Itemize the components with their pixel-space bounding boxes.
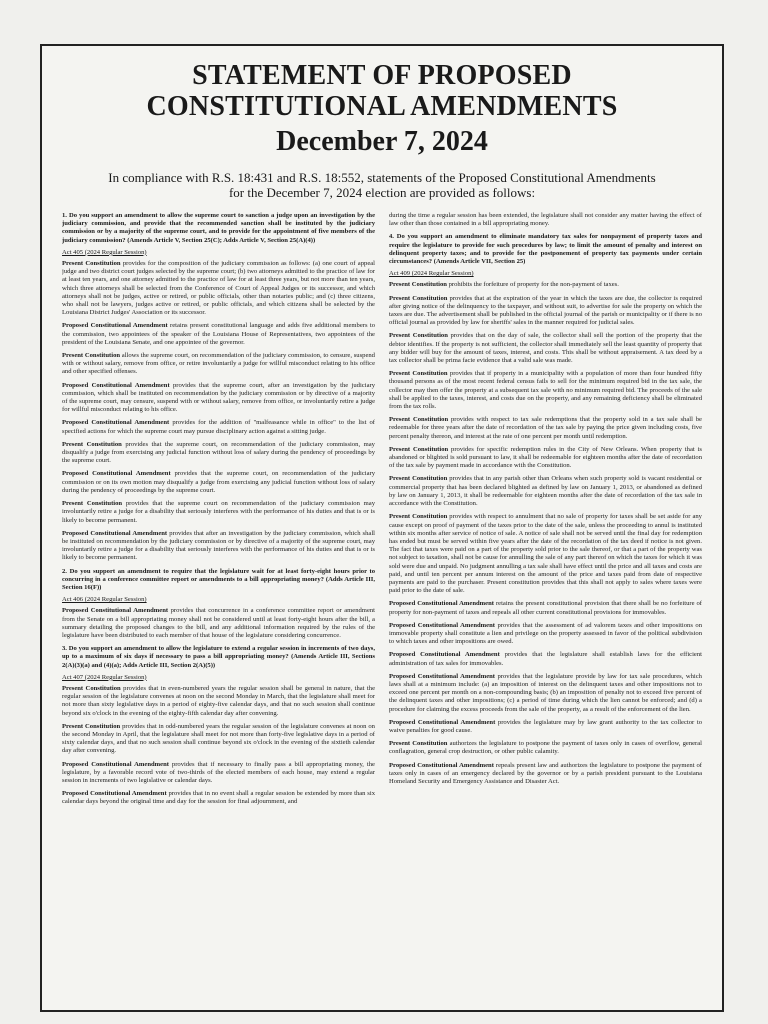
title-line-1: STATEMENT OF PROPOSED xyxy=(192,60,572,91)
paragraph-text: during the time a regular session has been extended, the legislature shall not consider any matter having the effect of law other than those contained in a bill appropriating money. xyxy=(389,212,702,228)
paragraph-label: Proposed Constitutional Amendment xyxy=(62,322,168,330)
act-reference: Act 409 (2024 Regular Session) xyxy=(389,270,474,278)
paragraph xyxy=(389,600,702,616)
paragraph-text: provides that in odd-numbered years the regular session of the legislature convenes at noon on the second Monday in April, that the legislature shall meet for not more than forty-five legislative days in a period of sixty calendar days, and that no such session shall continue beyond six o'clock in the evening of the sixtieth calendar day after convening. xyxy=(62,722,375,755)
paragraph-label: Present Constitution xyxy=(62,352,121,360)
paragraph xyxy=(62,419,375,435)
paragraph xyxy=(62,260,375,317)
paragraph-text: provides the legislature may by law grant authority to the tax collector to waive penalties for good cause. xyxy=(389,718,702,734)
paragraph xyxy=(62,352,375,377)
paragraph-label: Proposed Constitutional Amendment xyxy=(389,651,500,659)
paragraph xyxy=(62,723,375,756)
act-reference: Act 407 (2024 Regular Session) xyxy=(62,673,147,681)
election-date: December 7, 2024 xyxy=(276,126,488,157)
paragraph-text: provides that if property in a municipality with a population of more than four hundred fifty thousand persons as of the most recent federal census fails to sell for the minimum required bid in the tax sale, the collector may then offer the property at a subsequent tax sale with no minimum required bid. The proceeds of the sale shall be applied to the taxes, interest, and costs due on the property, and any remaining deficiency shall be eliminated from the tax rolls. xyxy=(389,370,702,411)
amendment-question: 4. Do you support an amendment to eliminate mandatory tax sales for nonpayment of property taxes and require the legislature to provide for such procedures by law; to limit the amount of penalty and interest on delinquent property taxes; and to provide for the postponement of property tax payments under certain circumstances? (Amends Article VII, Section 25) xyxy=(389,233,702,266)
paragraph-text: provides that the legislature shall establish laws for the efficient administration of tax sales for immovables. xyxy=(389,651,702,667)
title-line-2: CONSTITUTIONAL AMENDMENTS xyxy=(146,91,618,122)
paragraph xyxy=(62,685,375,718)
paragraph xyxy=(389,212,702,228)
paragraph-text: provides that at the expiration of the year in which the taxes are due, the collector is required after giving notice of the delinquency to the taxpayer, and without suit, to advertise for sale the property on which the taxes are due. The advertisement shall be published in the official journal of the parish or municipality or if there is no official journal as provided by law for sheriffs' sales in the manner required for judicial sales. xyxy=(389,294,702,327)
intro-text xyxy=(82,170,682,200)
paragraph-text: repeals present law and authorizes the legislature to postpone the payment of taxes only in cases of an emergency declared by the governor or by a parish president pursuant to the Louisiana Homeland Security and Emergency Assistance and Disaster Act. xyxy=(389,761,702,785)
paragraph-text: provides that the supreme court, after an investigation by the judiciary commission, which shall be instituted on recommendation by the judiciary commission or by directive of a majority of the supreme court, may censure, suspend with or without salary, remove from office, or involuntarily retire a judge for willful misconduct relating to his office. xyxy=(62,381,375,414)
paragraph-label: Present Constitution xyxy=(62,684,121,692)
paragraph-label: Present Constitution xyxy=(389,332,448,340)
amendment-question: 2. Do you support an amendment to require that the legislature wait for at least forty-eight hours prior to concurring in a conference committee report or amendments to a bill appropriating money? (Adds Article III, Section 16(F)) xyxy=(62,567,375,591)
paragraph-text: provides for the addition of "malfeasance while in office" to the list of specified actions for which the supreme court may pursue disciplinary action against a sitting judge. xyxy=(62,419,375,435)
left-column xyxy=(62,212,375,1004)
paragraph-label: Present Constitution xyxy=(389,294,448,302)
amendment-question: 1. Do you support an amendment to allow the supreme court to sanction a judge upon an investigation by the judiciary commission, and provide that the recommended sanction shall be instituted by the judiciary commission or by a majority of the supreme court, and to provide for the appointment of five members of the judiciary commission? (Amends Article V, Section 25(C); Adds Article V, Section 25(A)(4)) xyxy=(62,212,375,244)
act-reference: Act 405 (2024 Regular Session) xyxy=(62,248,147,256)
paragraph-label: Present Constitution xyxy=(389,513,448,521)
paragraph-text: provides that concurrence in a conference committee report or amendment from the Senate on a bill appropriating money shall not be considered until at least forty-eight hours after the bill, a summary detailing the proposed changes to the bill, and any additional information required by the rules of the legislature have been distributed to each member of that house of the legislature considering concurrence. xyxy=(62,607,375,639)
paragraph-text: retains the present constitutional provision that there shall be no forfeiture of property for non-payment of taxes and repeals all other current constitutional provisions for immovables. xyxy=(389,600,702,616)
paragraph-label: Present Constitution xyxy=(389,281,447,289)
paragraph-text: provides that the supreme court on recommendation of the judiciary commission may involuntarily retire a judge for a disability that seriously interferes with the performance of his duties and that is or is likely to become permanent. xyxy=(62,500,375,524)
paragraph-label: Proposed Constitutional Amendment xyxy=(389,718,496,726)
paragraph-label: Present Constitution xyxy=(389,740,448,748)
paragraph-label: Present Constitution xyxy=(62,722,121,730)
paragraph xyxy=(389,281,702,289)
right-column xyxy=(389,212,702,1004)
paragraph-label: Present Constitution xyxy=(389,370,448,378)
paragraph-text: allows the supreme court, on recommendation of the judiciary commission, to censure, suspend with or without salary, remove from office, or retire involuntarily a judge for willful misconduct relating to his office and other specified offenses. xyxy=(62,352,375,376)
paragraph-text: provides that in no event shall a regular session be extended by more than six calendar days beyond the original time and day for the session for final adjournment, and xyxy=(62,790,375,806)
paragraph xyxy=(62,500,375,525)
paragraph-text: provides for specific redemption rules in the City of New Orleans. When property that is abandoned or blighted is sold pursuant to law, it shall be redeemable for eighteen months after the date of recordation of the tax sale by payment made in accordance with the Constitution. xyxy=(389,445,702,470)
paragraph xyxy=(389,370,702,411)
paragraph-label: Present Constitution xyxy=(62,500,123,508)
paragraph-text: provides that the supreme court, on recommendation of the judiciary commission or on its own motion may disqualify a judge from exercising any judicial function without loss of salary during the pendency of proceedings by the supreme court. xyxy=(62,470,375,494)
paragraph xyxy=(389,673,702,714)
paragraph-label: Present Constitution xyxy=(389,416,449,424)
paragraph-label: Proposed Constitutional Amendment xyxy=(62,419,170,427)
paragraph-label: Proposed Constitutional Amendment xyxy=(389,621,495,629)
paragraph-text: retains present constitutional language and adds five additional members to the commission, two appointees of the speaker of the Louisiana House of Representatives, two appointees of the president of the Louisiana Senate, and one appointee of the governor. xyxy=(62,322,375,346)
paragraph-text: authorizes the legislature to postpone the payment of taxes only in cases of overflow, general conflagration, general crop destruction, or other public calamity. xyxy=(389,740,702,756)
paragraph-label: Present Constitution xyxy=(62,440,122,448)
paragraph-label: Proposed Constitutional Amendment xyxy=(62,790,167,798)
paragraph xyxy=(389,762,702,787)
paragraph xyxy=(389,740,702,756)
paragraph-label: Proposed Constitutional Amendment xyxy=(389,600,494,608)
paragraph-text: provides that after an investigation by the judiciary commission, which shall be instituted on recommendation by the judiciary commission or by directive of a majority of the supreme court, may involuntarily retire a judge for a disability that seriously interferes with the performance of his duties and that is or is likely to become permanent. xyxy=(62,529,375,562)
paragraph xyxy=(389,651,702,667)
paragraph-text: provides that on the day of sale, the collector shall sell the portion of the property that the debtor identifies. If the property is not sufficient, the collector shall immediately sell the least quantity of property that any bidder will buy for the amount of taxes, interest, and costs. This shall be without appraisement. A tax deed by a tax collector shall be prima facie evidence that a valid sale was made. xyxy=(389,332,702,365)
paragraph xyxy=(389,332,702,365)
document-title xyxy=(42,60,722,122)
body-columns xyxy=(62,212,702,1004)
paragraph xyxy=(389,622,702,647)
paragraph-label: Proposed Constitutional Amendment xyxy=(62,529,168,537)
act-reference: Act 406 (2024 Regular Session) xyxy=(62,596,147,604)
paragraph-label: Proposed Constitutional Amendment xyxy=(389,761,494,769)
paragraph xyxy=(62,790,375,806)
paragraph xyxy=(389,295,702,328)
paragraph-text: provides with respect to tax sale redemptions that the property sold in a tax sale shall be redeemable for three years after the date of recordation of the tax sale by paying the price given including costs, five percent penalty thereon, and interest at the rate of one percent per month until redemption. xyxy=(389,416,702,440)
paragraph xyxy=(62,382,375,415)
paragraph xyxy=(62,607,375,640)
document-frame xyxy=(40,44,724,1012)
paragraph-text: provides that the assessment of ad valorem taxes and other impositions on immovable property shall constitute a lien and privilege on the property assessed in favor of the political subdivision to which taxes and other impositions are owed. xyxy=(389,621,702,646)
paragraph-label: Proposed Constitutional Amendment xyxy=(389,672,495,680)
paragraph-label: Proposed Constitutional Amendment xyxy=(62,607,169,615)
paragraph xyxy=(389,719,702,735)
paragraph-text: provides that in any parish other than Orleans when such property sold is vacant residential or commercial property that has been declared blighted as defined by law on January 1, 2013, or abandoned as defined by law on January 1, 2013, it shall be redeemable for eighteen months after the date of recordation of the tax sale in accordance with the Constitution. xyxy=(389,475,702,508)
paragraph-text: provides for the composition of the judiciary commission as follows: (a) one court of appeal judge and two district court judges selected by the supreme court; (b) two attorneys admitted to the practice of law for at least ten years, and one attorney admitted to the practice of law for at least three years, but not more than ten years, which three attorneys shall be selected from the Conference of Court of Appeal Judges or its successor, and which attorneys shall not be judges, active or retired, or public officials, other than notaries public; and (c) three citizens, who shall not be lawyers, judges active or retired, or public officials, and which citizens shall be selected by the Louisiana District Judges' Association or its successor. xyxy=(62,260,375,317)
paragraph xyxy=(62,322,375,347)
paragraph-label: Proposed Constitutional Amendment xyxy=(62,381,170,389)
paragraph xyxy=(389,446,702,471)
paragraph-text: provides with respect to annulment that no sale of property for taxes shall be set aside for any cause except on proof of payment of the taxes prior to the date of the sale, unless the proceeding to annul is instituted within six months after service of notice of sale. A notice of sale shall not be served until the final day for redemption has ended but must be served within five years after the date of the recordation of the tax deed if notice is not given. The fact that taxes were paid on a part of the property sold prior to the sale thereof, or that a part of the property was not subject to taxation, shall not be cause for annulling the sale of any part thereof on which the taxes for which it was sold were due and unpaid. No judgment annulling a tax sale shall have effect until the price and all taxes and costs are paid, and until ten percent per annum interest on the amount of the price and taxes paid from date of respective payments are paid to the purchaser. Present constitution provides that this shall not apply to sales where taxes were paid prior to the date of sale. xyxy=(389,513,702,595)
paragraph xyxy=(389,475,702,508)
paragraph xyxy=(62,470,375,495)
paragraph xyxy=(389,513,702,595)
intro-line-2: for the December 7, 2024 election are provided as follows: xyxy=(228,185,536,200)
paragraph-text: provides that the legislature provide by law for tax sale procedures, which laws shall at a minimum include: (a) an imposition of interest on the delinquent taxes and other impositions not to exceed one percent per month on a non-compounding basis; (b) an imposition of penalty not to exceed five percent of the delinquent taxes and other impositions; (c) a period of time during which the lien cannot be enforced; and (d) a procedure for claiming the excess proceeds from the sale of the property, as a result of the enforcement of the lien. xyxy=(389,672,702,713)
paragraph-label: Present Constitution xyxy=(389,445,449,453)
paragraph-label: Proposed Constitutional Amendment xyxy=(62,470,171,478)
paragraph-text: provides that if necessary to finally pass a bill appropriating money, the legislature, by a favorable record vote of two-thirds of the elected members of each house, may extend a regular session in increments of two legislative or calendar days. xyxy=(62,760,375,784)
paragraph-label: Proposed Constitutional Amendment xyxy=(62,760,169,768)
intro-line-1: In compliance with R.S. 18:431 and R.S. 18:552, statements of the Proposed Constitutional Amendments xyxy=(108,170,656,185)
paragraph-label: Present Constitution xyxy=(389,475,448,483)
paragraph xyxy=(62,761,375,786)
paragraph-label: Present Constitution xyxy=(62,260,121,268)
paragraph-text: provides that the supreme court, on recommendation of the judiciary commission, may disqualify a judge from exercising any judicial function without loss of salary during the pendency of proceedings by the supreme court. xyxy=(62,440,375,465)
paragraph xyxy=(62,530,375,563)
amendment-question: 3. Do you support an amendment to allow the legislature to extend a regular session in increments of two days, up to a maximum of six days if necessary to pass a bill appropriating money? (Amends Article III, Sections 2(A)(3)(a) and (4)(a); Adds Article III, Section 2(A)(5)) xyxy=(62,645,375,669)
paragraph xyxy=(389,416,702,441)
paragraph-text: prohibits the forfeiture of property for the non-payment of taxes. xyxy=(446,281,619,289)
paragraph xyxy=(62,441,375,466)
paragraph-text: provides that in even-numbered years the regular session shall be general in nature, that the regular session of the legislature convenes at noon on the second Monday in March, that the legislature shall meet for not more than sixty legislative days in a period of eighty-five calendar days, and that no such session shall continue beyond six o'clock in the evening of the eighty-fifth calendar day after convening. xyxy=(62,684,375,717)
